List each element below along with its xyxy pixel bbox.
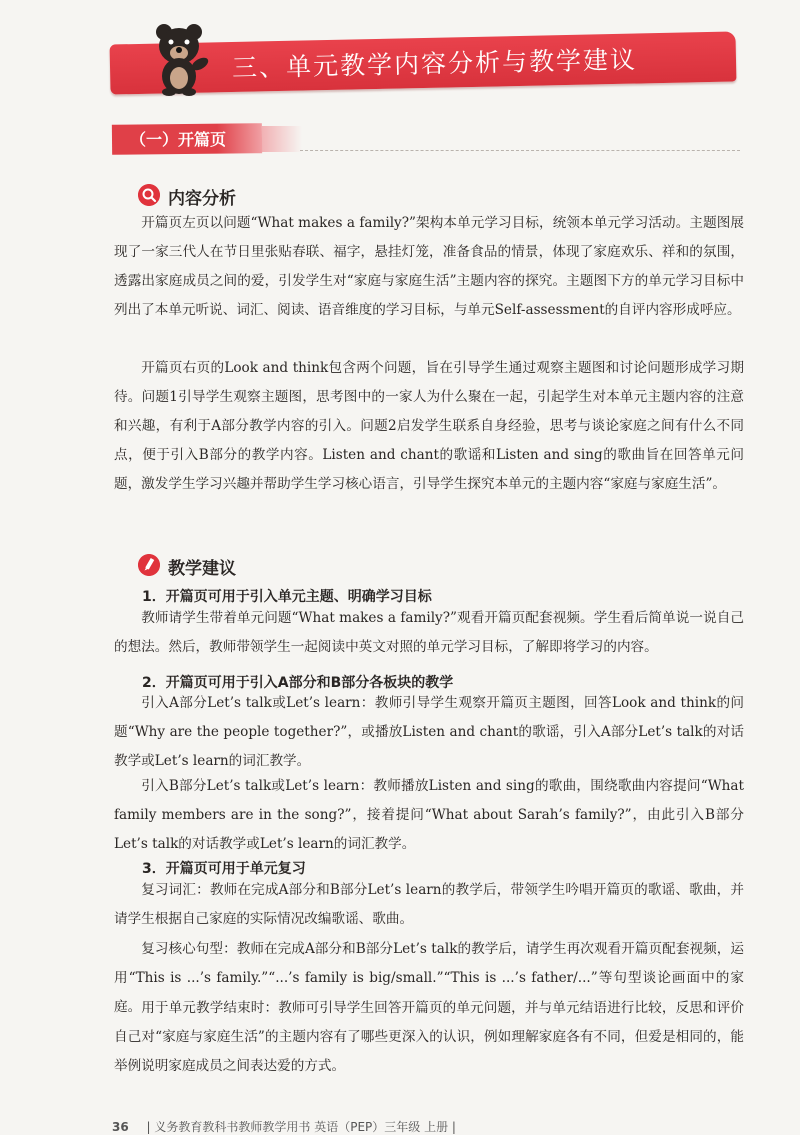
advice-item-3-paragraph-1: 复习词汇：教师在完成A部分和B部分Let’s learn的教学后，带领学生吟唱开篇页的歌谣、歌曲，并请学生根据自己家庭的实际情况改编歌谣、歌曲。 bbox=[114, 882, 744, 927]
section-title: （一）开篇页 bbox=[130, 130, 227, 149]
page-footer bbox=[112, 1118, 456, 1135]
advice-item-3-paragraph-3: 用于单元教学结束时：教师可引导学生回答开篇页的单元问题，并与单元结语进行比较，反思和评价自己对“家庭与家庭生活”的主题内容有了哪些更深入的认识，例如理解家庭各有不同，但爱是相同的，能举例说明家庭成员之间表达爱的方式。 bbox=[114, 1000, 744, 1074]
page-number: 36 bbox=[112, 1120, 129, 1134]
advice-item-2-paragraph-2: 引入B部分Let’s talk或Let’s learn：教师播放Listen and sing的歌曲，围绕歌曲内容提问“What family members are in the song?”，接着提问“What about Sarah’s family?”，由此引入B部分Let’s talk的对话教学或Let’s learn的词汇教学。 bbox=[114, 778, 744, 852]
section-divider bbox=[300, 150, 740, 151]
bear-mascot-icon bbox=[150, 20, 212, 96]
content-analysis-heading: 内容分析 bbox=[168, 189, 236, 209]
magnifier-icon bbox=[138, 184, 160, 206]
advice-item-3-title: 3．开篇页可用于单元复习 bbox=[142, 861, 306, 877]
advice-item-1-title: 1．开篇页可用于引入单元主题、明确学习目标 bbox=[142, 589, 432, 605]
advice-item-3-paragraph-2: 复习核心句型：教师在完成A部分和B部分Let’s talk的教学后，请学生再次观看开篇页配套视频，运用“This is ...’s family.”“...’s family is big/small.”“This is ...’s father/...”等句型谈论画面中的家庭。 bbox=[114, 941, 744, 1015]
advice-item-2-paragraph-1: 引入A部分Let’s talk或Let’s learn：教师引导学生观察开篇页主题图，回答Look and think的问题“Why are the people together?”，或播放Listen and chant的歌谣，引入A部分Let’s talk的对话教学或Let’s learn的词汇教学。 bbox=[114, 695, 744, 769]
teaching-advice-heading: 教学建议 bbox=[168, 559, 236, 579]
section-bar-fade bbox=[262, 126, 302, 152]
chapter-title: 三、单元教学内容分析与教学建议 bbox=[231, 45, 638, 83]
pencil-icon bbox=[138, 554, 160, 576]
content-analysis-paragraph-2: 开篇页右页的Look and think包含两个问题，旨在引导学生通过观察主题图和讨论问题形成学习期待。问题1引导学生观察主题图，思考图中的一家人为什么聚在一起，引起学生对本单元主题内容的注意和兴趣，有利于A部分教学内容的引入。问题2启发学生联系自身经验，思考与谈论家庭之间有什么不同点，便于引入B部分的教学内容。Listen and chant的歌谣和Listen and sing的歌曲旨在回答单元问题，激发学生学习兴趣并帮助学生学习核心语言，引导学生探究本单元的主题内容“家庭与家庭生活”。 bbox=[114, 360, 744, 492]
content-analysis-paragraph-1: 开篇页左页以问题“What makes a family?”架构本单元学习目标，统领本单元学习活动。主题图展现了一家三代人在节日里张贴春联、福字，悬挂灯笼，准备食品的情景，体现了家庭欢乐、祥和的氛围，透露出家庭成员之间的爱，引发学生对“家庭与家庭生活”主题内容的探究。主题图下方的单元学习目标中列出了本单元听说、词汇、阅读、语音维度的学习目标，与单元Self-assessment的自评内容形成呼应。 bbox=[114, 215, 744, 318]
advice-item-1-paragraph-1: 教师请学生带着单元问题“What makes a family?”观看开篇页配套视频。学生看后简单说一说自己的想法。然后，教师带领学生一起阅读中英文对照的单元学习目标，了解即将学习的内容。 bbox=[114, 610, 744, 655]
book-title: | 义务教育教科书教师教学用书 英语（PEP）三年级 上册 | bbox=[146, 1120, 456, 1134]
advice-item-2-title: 2．开篇页可用于引入A部分和B部分各板块的教学 bbox=[142, 675, 454, 691]
